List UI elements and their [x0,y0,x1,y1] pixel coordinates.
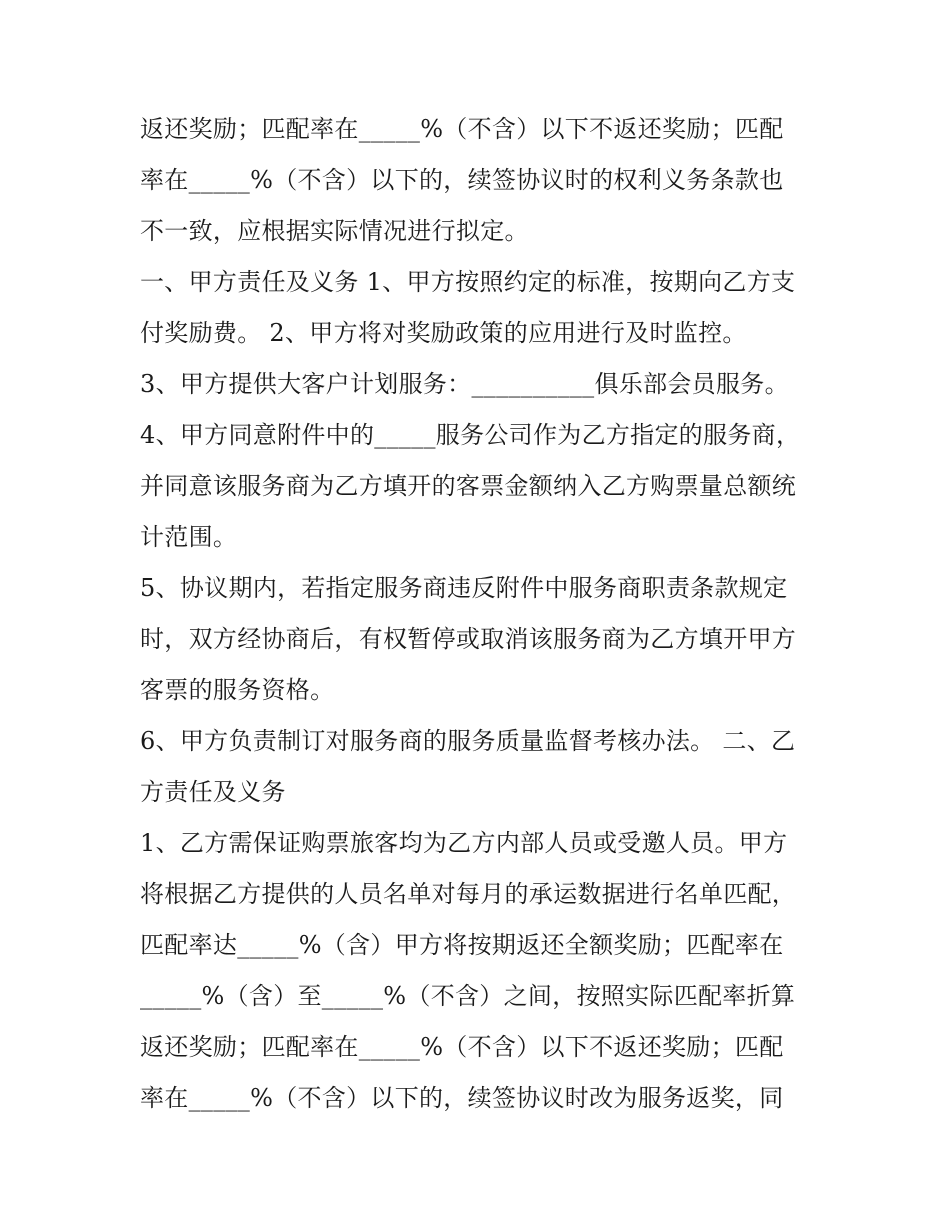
text-line: 将根据乙方提供的人员名单对每月的承运数据进行名单匹配， [140,880,797,908]
text-line: 一、甲方责任及义务 1、甲方按照约定的标准，按期向乙方支 [140,268,796,296]
text-line: 时，双方经协商后，有权暂停或取消该服务商为乙方填开甲方 [140,625,797,653]
text-line: 客票的服务资格。 [140,676,335,704]
text-line: 6、甲方负责制订对服务商的服务质量监督考核办法。 二、乙 [140,727,796,755]
text-line: 1、乙方需保证购票旅客均为乙方内部人员或受邀人员。甲方 [140,829,788,857]
text-line: 率在_____%（不含）以下的，续签协议时的权利义务条款也 [140,166,784,194]
document-body [140,104,820,1124]
text-line: 计范围。 [140,523,238,551]
text-line: 4、甲方同意附件中的_____服务公司作为乙方指定的服务商， [140,421,801,449]
text-line: 匹配率达_____%（含）甲方将按期返还全额奖励；匹配率在 [140,931,784,959]
text-line: 方责任及义务 [140,778,286,806]
text-line: 3、甲方提供大客户计划服务：__________俱乐部会员服务。 [140,370,789,398]
text-line: 返还奖励；匹配率在_____%（不含）以下不返还奖励；匹配 [140,115,784,143]
text-line: 5、协议期内，若指定服务商违反附件中服务商职责条款规定 [140,574,788,602]
text-line: 率在_____%（不含）以下的，续签协议时改为服务返奖，同 [140,1084,784,1112]
text-line: 并同意该服务商为乙方填开的客票金额纳入乙方购票量总额统 [140,472,797,500]
text-line: _____%（含）至_____%（不含）之间，按照实际匹配率折算 [140,982,796,1010]
text-line: 付奖励费。 2、甲方将对奖励政策的应用进行及时监控。 [140,319,747,347]
text-line: 返还奖励；匹配率在_____%（不含）以下不返还奖励；匹配 [140,1033,784,1061]
text-line: 不一致，应根据实际情况进行拟定。 [140,217,529,245]
